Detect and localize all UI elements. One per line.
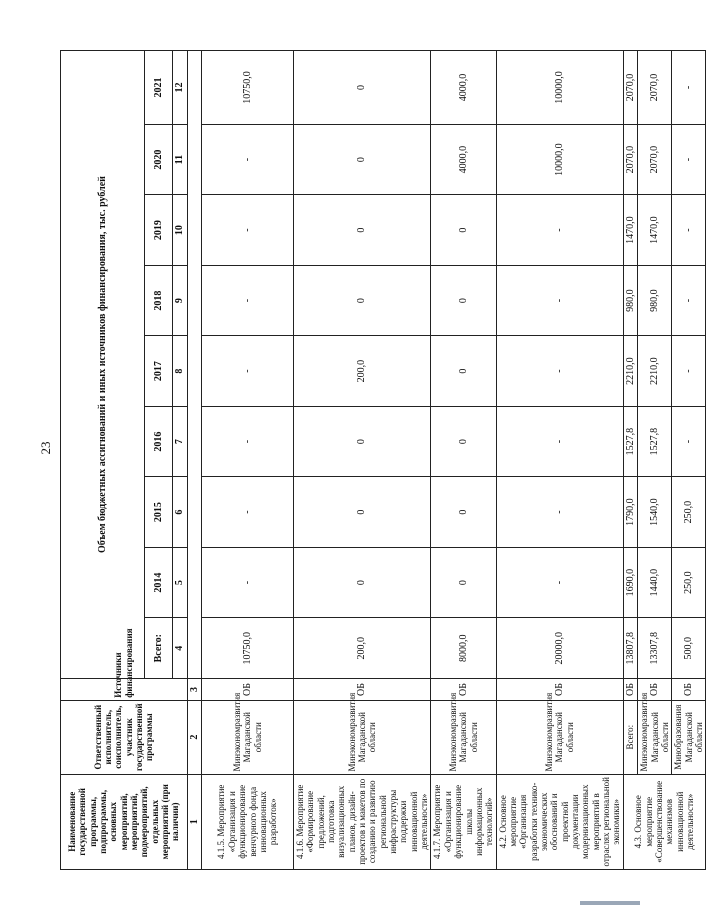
row-source: ОБ bbox=[202, 679, 294, 701]
header-year: 2017 bbox=[145, 336, 173, 407]
row-value: 1527,8 bbox=[623, 406, 638, 477]
row-value: 200,0 bbox=[294, 336, 431, 407]
row-value: 0 bbox=[294, 406, 431, 477]
row-value: 2070,0 bbox=[638, 124, 672, 195]
row-name: 4.3. Основное мероприятие «Совершенствование механизмов инновационной деятельности» bbox=[623, 774, 706, 869]
row-value: - bbox=[496, 336, 623, 407]
header-year: 2021 bbox=[145, 51, 173, 125]
row-name: 4.1.5. Мероприятие «Организация и функционирование венчурного фонда инновационных разработок» bbox=[202, 774, 294, 869]
header-year: 2018 bbox=[145, 265, 173, 336]
header-year: 2019 bbox=[145, 195, 173, 266]
col-number: 12 bbox=[173, 51, 188, 125]
row-value: 10000,0 bbox=[496, 51, 623, 125]
row-total: 20000,0 bbox=[496, 618, 623, 679]
header-year: 2016 bbox=[145, 406, 173, 477]
page-edge-marker bbox=[580, 901, 640, 905]
row-total: 200,0 bbox=[294, 618, 431, 679]
rotated-table-wrapper bbox=[60, 50, 704, 870]
row-value: 0 bbox=[431, 265, 496, 336]
row-value: - bbox=[672, 265, 706, 336]
header-finance-title: Объем бюджетных ассигнований и иных источников финансирования, тыс. рублей bbox=[61, 51, 145, 679]
row-value: - bbox=[496, 265, 623, 336]
header-row-1 bbox=[61, 51, 145, 870]
row-executor: Минэкономразвития Магаданской области bbox=[431, 700, 496, 774]
row-value: - bbox=[496, 477, 623, 548]
row-value: 0 bbox=[294, 124, 431, 195]
table-row bbox=[202, 51, 294, 870]
table-row bbox=[431, 51, 496, 870]
row-source: ОБ bbox=[672, 679, 706, 701]
col-number: 1 bbox=[187, 774, 202, 869]
row-value: 10000,0 bbox=[496, 124, 623, 195]
row-value: - bbox=[672, 124, 706, 195]
col-number: 7 bbox=[173, 406, 188, 477]
row-source: ОБ bbox=[294, 679, 431, 701]
row-value: - bbox=[202, 124, 294, 195]
row-source: ОБ bbox=[431, 679, 496, 701]
row-total: 13307,8 bbox=[638, 618, 672, 679]
header-year: 2015 bbox=[145, 477, 173, 548]
row-value: 2210,0 bbox=[623, 336, 638, 407]
row-value: - bbox=[202, 406, 294, 477]
row-value: 1540,0 bbox=[638, 477, 672, 548]
row-value: 1440,0 bbox=[638, 547, 672, 618]
row-value: - bbox=[672, 195, 706, 266]
table-row-43-economy bbox=[638, 51, 672, 870]
row-total: 500,0 bbox=[672, 618, 706, 679]
row-value: 1790,0 bbox=[623, 477, 638, 548]
col-number: 2 bbox=[187, 700, 202, 774]
row-source: ОБ bbox=[496, 679, 623, 701]
col-number: 3 bbox=[187, 679, 202, 701]
col-number: 9 bbox=[173, 265, 188, 336]
row-value: - bbox=[202, 477, 294, 548]
row-value: 1470,0 bbox=[638, 195, 672, 266]
header-row-numbers-left bbox=[187, 51, 202, 870]
header-executor: Ответственный исполнитель, соисполнитель, участник государственной программы bbox=[61, 700, 188, 774]
row-source: ОБ bbox=[623, 679, 638, 701]
row-value: 10750,0 bbox=[202, 51, 294, 125]
row-name: 4.1.7. Мероприятие «Организация и функционирование школы информационных технологий» bbox=[431, 774, 496, 869]
row-value: 0 bbox=[431, 195, 496, 266]
header-name: Наименование государственной программы, подпрограммы, основных мероприятий, мероприятий, подмероприятий, отдельных мероприятий (при наличии) bbox=[61, 774, 188, 869]
row-value: - bbox=[496, 195, 623, 266]
row-value: - bbox=[672, 336, 706, 407]
header-year: 2014 bbox=[145, 547, 173, 618]
row-value: 0 bbox=[431, 336, 496, 407]
row-value: 0 bbox=[431, 547, 496, 618]
col-number: 11 bbox=[173, 124, 188, 195]
header-source: Источники финансирования bbox=[61, 679, 188, 701]
page-number: 23 bbox=[38, 441, 53, 455]
row-value: 0 bbox=[431, 406, 496, 477]
row-value: 0 bbox=[294, 51, 431, 125]
row-executor: Минэкономразвития Магаданской области bbox=[294, 700, 431, 774]
row-source: ОБ bbox=[638, 679, 672, 701]
row-value: 0 bbox=[294, 195, 431, 266]
row-total: 13807,8 bbox=[623, 618, 638, 679]
row-executor: Минэкономразвития Магаданской области bbox=[638, 700, 672, 774]
row-value: 0 bbox=[294, 477, 431, 548]
col-number: 5 bbox=[173, 547, 188, 618]
row-value: 980,0 bbox=[623, 265, 638, 336]
row-value: 2070,0 bbox=[638, 51, 672, 125]
row-value: 250,0 bbox=[672, 547, 706, 618]
table-row bbox=[294, 51, 431, 870]
row-executor: Всего: bbox=[623, 700, 638, 774]
row-executor: Минэкономразвития Магаданской области bbox=[202, 700, 294, 774]
row-value: 2070,0 bbox=[623, 51, 638, 125]
row-value: 980,0 bbox=[638, 265, 672, 336]
row-value: - bbox=[496, 547, 623, 618]
row-value: 1527,8 bbox=[638, 406, 672, 477]
row-value: 1690,0 bbox=[623, 547, 638, 618]
row-executor: Минэкономразвития Магаданской области bbox=[496, 700, 623, 774]
row-value: 2210,0 bbox=[638, 336, 672, 407]
row-value: - bbox=[202, 265, 294, 336]
row-value: 2070,0 bbox=[623, 124, 638, 195]
col-number: 10 bbox=[173, 195, 188, 266]
col-number: 6 bbox=[173, 477, 188, 548]
row-total: 8000,0 bbox=[431, 618, 496, 679]
table-row-43-education bbox=[672, 51, 706, 870]
header-year: 2020 bbox=[145, 124, 173, 195]
row-name: 4.1.6. Мероприятие «Формирование предложений, подготовка визуализационных планов, дизайн-проектов и макетов по созданию и развитию региональной инфраструктуры поддержки инновационной деятельности» bbox=[294, 774, 431, 869]
row-value: - bbox=[672, 51, 706, 125]
row-name: 4.2. Основное мероприятие «Организация разработки технико-экономических обоснований и проектной документации модернизационных мероприятий в отраслях региональной экономики» bbox=[496, 774, 623, 869]
row-value: - bbox=[496, 406, 623, 477]
row-value: 0 bbox=[431, 477, 496, 548]
row-total: 10750,0 bbox=[202, 618, 294, 679]
row-value: - bbox=[202, 547, 294, 618]
row-value: 4000,0 bbox=[431, 51, 496, 125]
row-value: 0 bbox=[294, 265, 431, 336]
row-value: - bbox=[672, 406, 706, 477]
row-value: 1470,0 bbox=[623, 195, 638, 266]
finance-table bbox=[60, 50, 706, 870]
row-value: 0 bbox=[294, 547, 431, 618]
row-value: 250,0 bbox=[672, 477, 706, 548]
row-value: - bbox=[202, 336, 294, 407]
col-number: 8 bbox=[173, 336, 188, 407]
row-value: - bbox=[202, 195, 294, 266]
row-executor: Минобразования Магаданской области bbox=[672, 700, 706, 774]
row-value: 4000,0 bbox=[431, 124, 496, 195]
table-row-43-total bbox=[623, 51, 638, 870]
header-total: Всего: bbox=[145, 618, 173, 679]
table-row bbox=[496, 51, 623, 870]
col-number: 4 bbox=[173, 618, 188, 679]
